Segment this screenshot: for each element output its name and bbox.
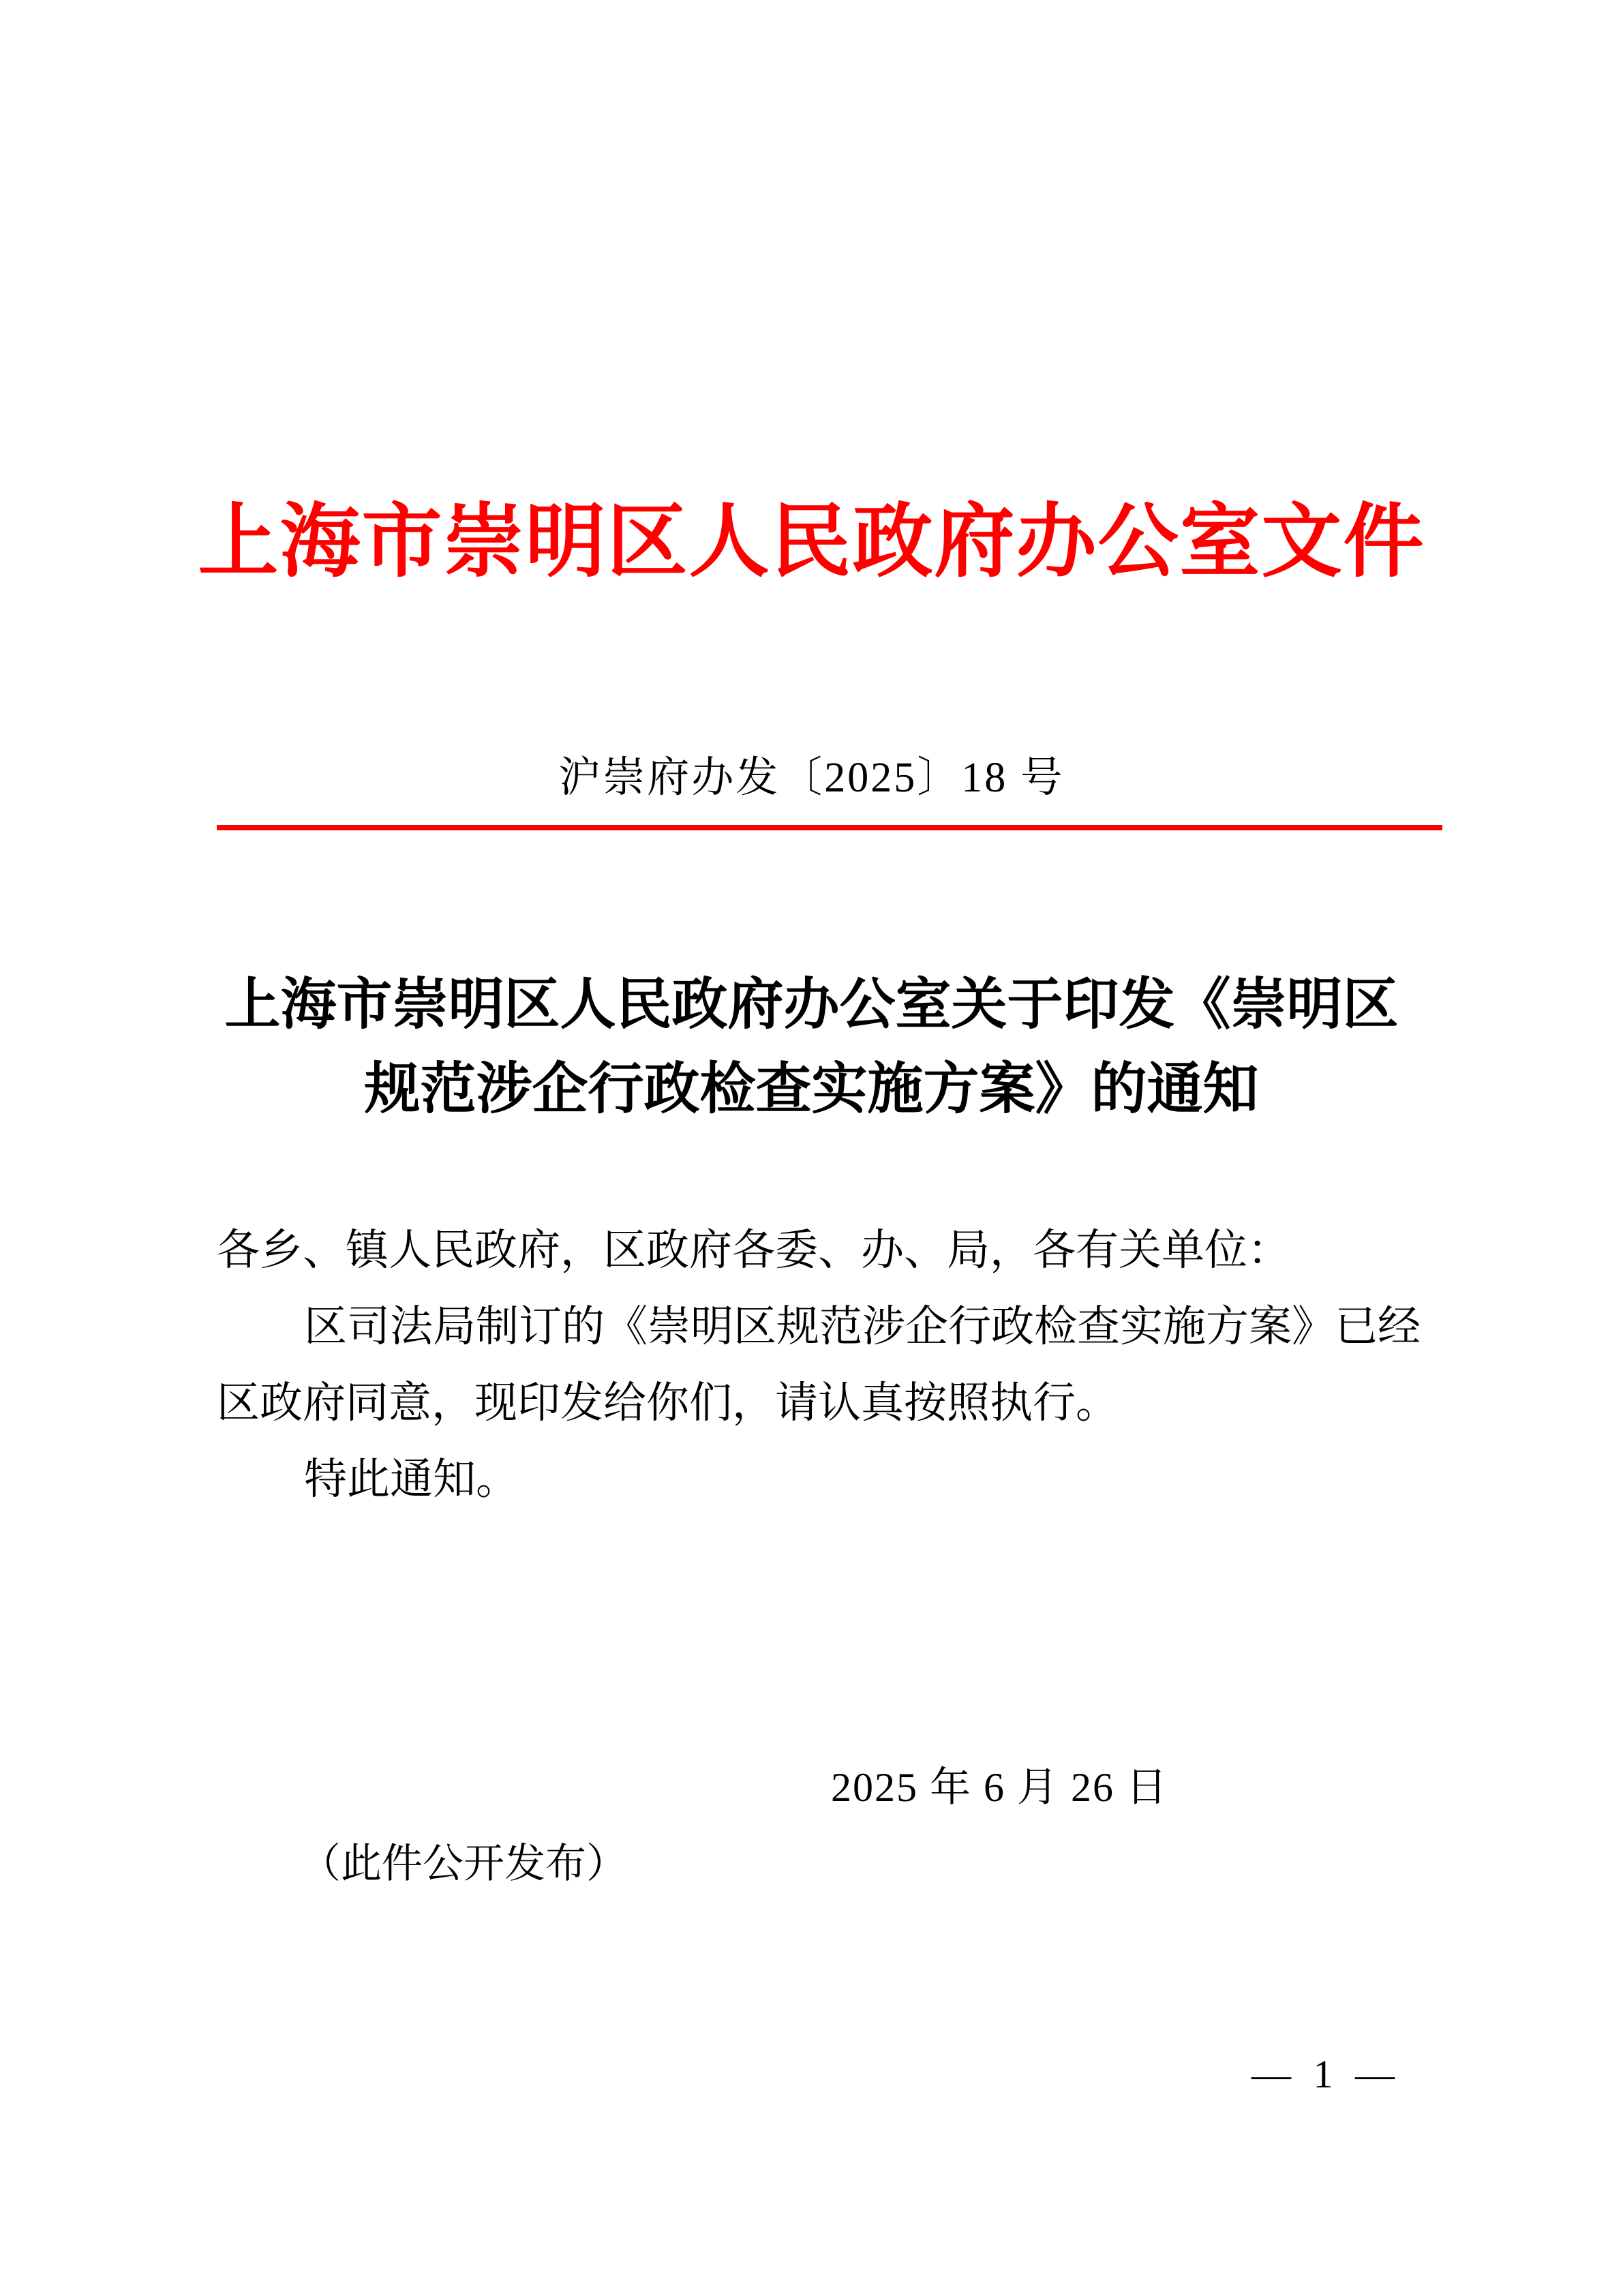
letterhead-org-title: 上海市崇明区人民政府办公室文件 bbox=[198, 498, 1425, 587]
document-reference-number: 沪崇府办发〔2025〕18 号 bbox=[558, 755, 1065, 801]
document-title bbox=[0, 963, 1623, 1132]
page-number: — 1 — bbox=[1252, 2052, 1397, 2096]
body-closing-line: 特此通知。 bbox=[304, 1455, 519, 1503]
document-title-line-2: 规范涉企行政检查实施方案》的通知 bbox=[364, 1058, 1259, 1120]
public-release-note: （此件公开发布） bbox=[300, 1841, 627, 1886]
document-body bbox=[217, 1212, 1438, 1517]
document-title-line-1: 上海市崇明区人民政府办公室关于印发《崇明区 bbox=[224, 973, 1399, 1036]
body-paragraph-line-1: 区司法局制订的《崇明区规范涉企行政检查实施方案》已经 bbox=[304, 1303, 1421, 1350]
red-separator-rule bbox=[217, 825, 1442, 830]
issue-date: 2025 年 6 月 26 日 bbox=[831, 1765, 1168, 1810]
body-paragraph-line-2: 区政府同意，现印发给你们，请认真按照执行。 bbox=[217, 1379, 1119, 1427]
body-salutation-line: 各乡、镇人民政府，区政府各委、办、局，各有关单位： bbox=[217, 1226, 1290, 1274]
